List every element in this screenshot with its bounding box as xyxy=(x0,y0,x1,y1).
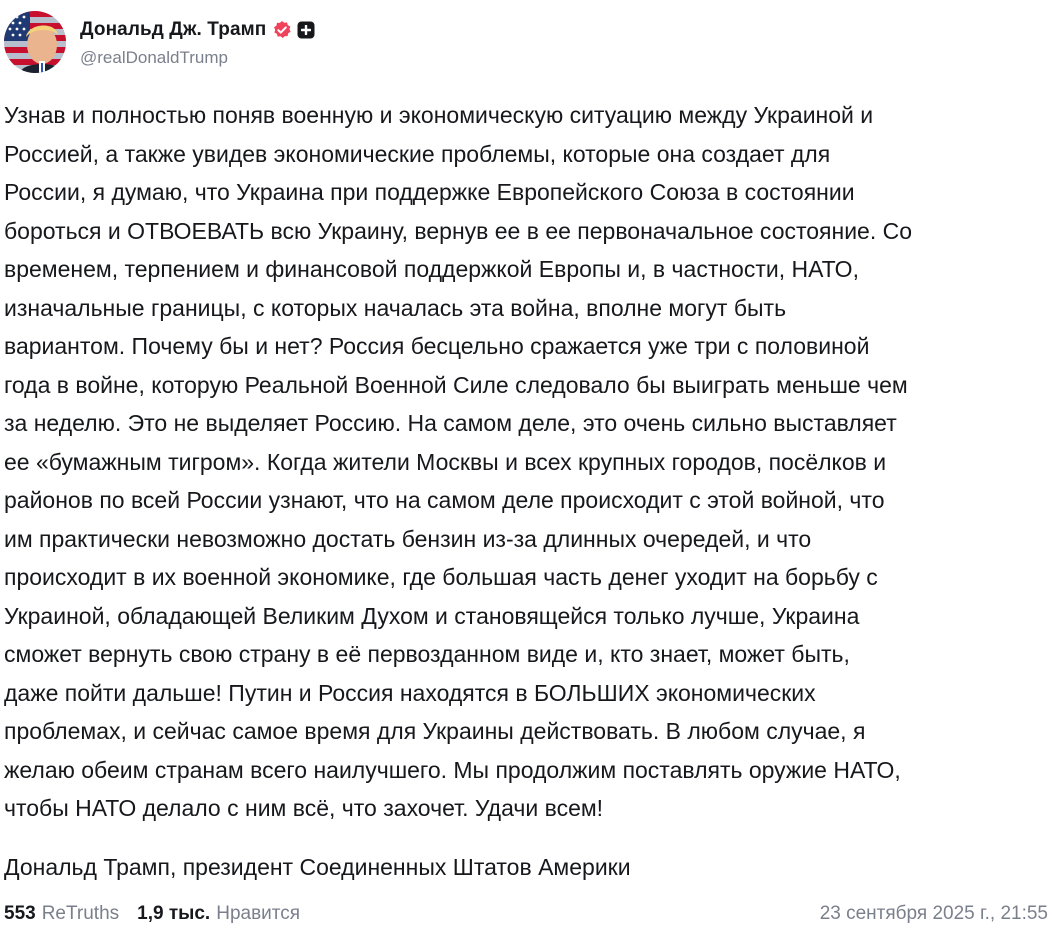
name-row xyxy=(80,17,315,43)
retruths-label[interactable]: ReTruths xyxy=(41,903,120,924)
post-stats xyxy=(4,898,1048,930)
display-name[interactable]: Дональд Дж. Трамп xyxy=(80,18,267,40)
post-timestamp[interactable]: 23 сентября 2025 г., 21:55 xyxy=(819,903,1048,924)
user-handle[interactable]: @realDonaldTrump xyxy=(80,47,228,67)
avatar[interactable] xyxy=(4,11,66,73)
likes-label[interactable]: Нравится xyxy=(216,903,301,924)
post-text: Узнав и полностью поняв военную и экономическую ситуацию между Украиной и Россией, а также увидев экономические проблемы, которые она создает для России, я думаю, что Украина при поддержке Европейского Союза в состоянии бороться и ОТВОЕВАТЬ всю Украину, вернув ее в ее первоначальное состояние. Со временем, терпением и финансовой поддержкой Европы и, в частности, НАТО, изначальные границы, с которых началась эта война, вполне могут быть вариантом. Почему бы и нет? Россия бесцельно сражается уже три с половиной года в войне, которую Реальной Военной Силе следовало бы выиграть меньше чем за неделю. Это не выделяет Россию. На самом деле, это очень сильно выставляет ее «бумажным тигром». Когда жители Москвы и всех крупных городов, посёлков и районов по всей России узнают, что на самом деле происходит с этой войной, что им практически невозможно достать бензин из-за длинных очередей, и что происходит в их военной экономике, где большая часть денег уходит на борьбу с Украиной, обладающей Великим Духом и становящейся только лучше, Украина сможет вернуть свою страну в её первозданном виде и, кто знает, может быть, даже пойти дальше! Путин и Россия находятся в БОЛЬШИХ экономических проблемах, и сейчас самое время для Украины действовать. В любом случае, я желаю обеим странам всего наилучшего. Мы продолжим поставлять оружие НАТО, чтобы НАТО делало с ним всё, что захочет. Удачи всем! xyxy=(4,102,913,821)
verified-badge-icon xyxy=(272,20,292,40)
author-info xyxy=(80,17,315,68)
retruths-count[interactable]: 553 xyxy=(4,903,36,924)
post-header xyxy=(4,10,315,74)
plus-badge-icon xyxy=(297,21,315,39)
likes-count[interactable]: 1,9 тыс. xyxy=(137,903,211,924)
avatar-image xyxy=(4,11,66,73)
post-signature: Дональд Трамп, президент Соединенных Штатов Америки xyxy=(4,854,631,880)
